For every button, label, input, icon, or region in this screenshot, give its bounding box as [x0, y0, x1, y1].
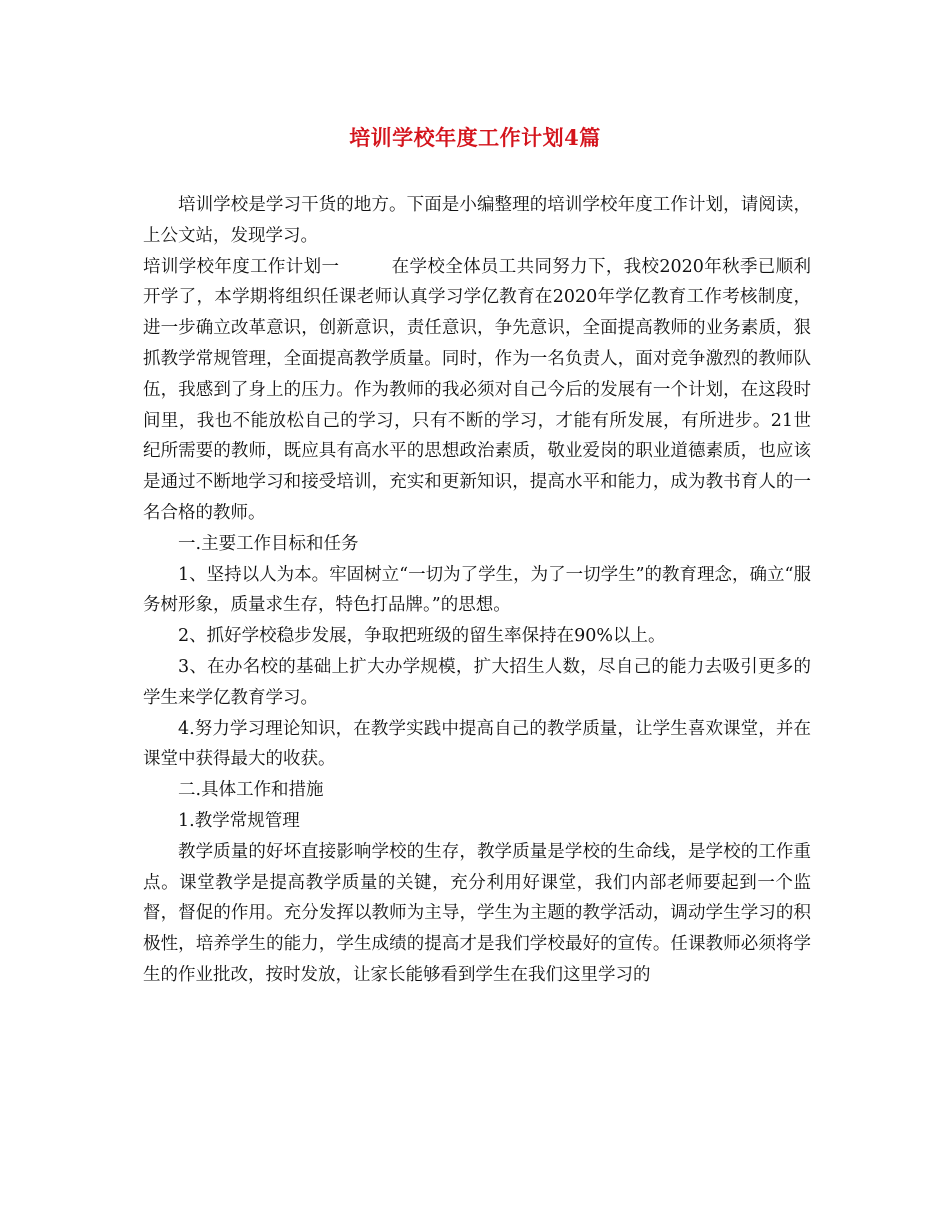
goal-item-4: 4.努力学习理论知识，在教学实践中提高自己的教学质量，让学生喜欢课堂，并在课堂中获得最大的收获。: [143, 718, 811, 770]
document-body: [143, 190, 811, 991]
section-two-heading: 二.具体工作和措施: [178, 780, 324, 801]
document-title: 培训学校年度工作计划4篇: [349, 125, 601, 150]
subsection-1-paragraph: 教学质量的好坏直接影响学校的生存，教学质量是学校的生命线，是学校的工作重点。课堂教学是提高教学质量的关键，充分利用好课堂，我们内部老师要起到一个监督，督促的作用。充分发挥以教师为主导，学生为主题的教学活动，调动学生学习的积极性，培养学生的能力，学生成绩的提高才是我们学校最好的宣传。任课教师必须将学生的作业批改，按时发放，让家长能够看到学生在我们这里学习的: [143, 841, 811, 985]
plan-one-label: 培训学校年度工作计划一: [143, 256, 340, 277]
goal-item-2: 2、抓好学校稳步发展，争取把班级的留生率保持在90%以上。: [178, 626, 666, 647]
subsection-1-heading: 1.教学常规管理: [178, 810, 300, 831]
intro-paragraph: 培训学校是学习干货的地方。下面是小编整理的培训学校年度工作计划，请阅读，上公文站，发现学习。: [143, 195, 811, 246]
goal-item-1: 1、坚持以人为本。牢固树立“一切为了学生，为了一切学生”的教育理念，确立“服务树形象，质量求生存，特色打品牌。”的思想。: [143, 564, 811, 616]
plan-one-paragraph: [143, 252, 811, 529]
section-one-heading: 一.主要工作目标和任务: [178, 533, 359, 554]
goal-item-3: 3、在办名校的基础上扩大办学规模，扩大招生人数，尽自己的能力去吸引更多的学生来学亿教育学习。: [143, 656, 811, 708]
plan-one-text: 在学校全体员工共同努力下，我校2020年秋季已顺利开学了，本学期将组织任课老师认真学习学亿教育在2020年学亿教育工作考核制度，进一步确立改革意识，创新意识，责任意识，争先意识，全面提高教师的业务素质，狠抓教学常规管理，全面提高教学质量。同时，作为一名负责人，面对竞争激烈的教师队伍，我感到了身上的压力。作为教师的我必须对自己今后的发展有一个计划，在这段时间里，我也不能放松自己的学习，只有不断的学习，才能有所发展，有所进步。21世纪所需要的教师，既应具有高水平的思想政治素质，敬业爱岗的职业道德素质，也应该是通过不断地学习和接受培训，充实和更新知识，提高水平和能力，成为教书育人的一名合格的教师。: [143, 256, 811, 523]
